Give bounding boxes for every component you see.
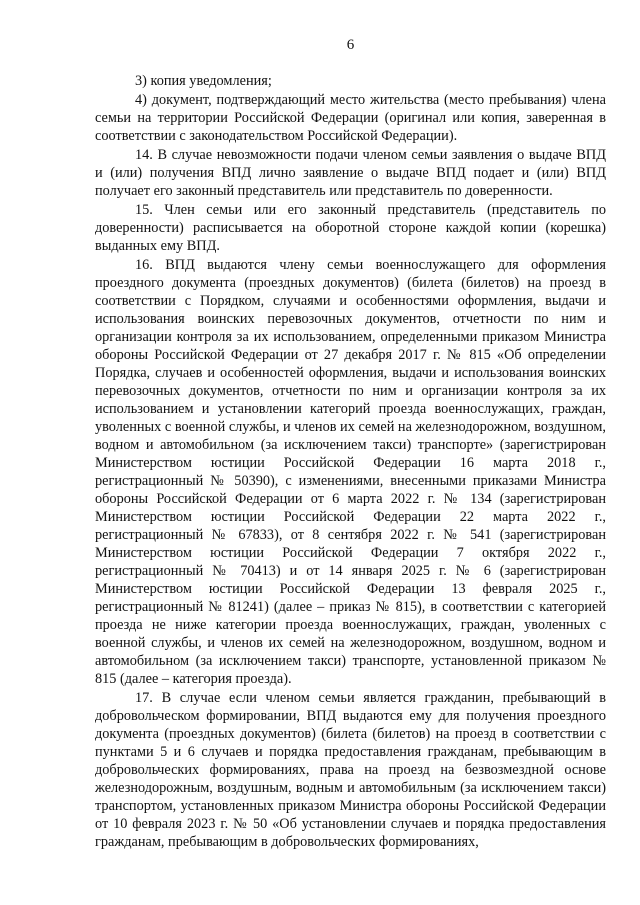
paragraph-17: 17. В случае если членом семьи является гражданин, пребывающий в добровольческом формировании, ВПД выдаются ему для получения проездного документа (проездных документов) (билета (билетов) на проезд в соответствии с пунктами 5 и 6 случаев и порядка предоставления гражданам, пребывающим в добровольческих формированиях, права на проезд на безвозмездной основе железнодорожным, воздушным, водным и автомобильным (за исключением такси) транспортом, установленных приказом Министра обороны Российской Федерации от 10 февраля 2023 г. № 50 «Об установлении случаев и порядка предоставления гражданам, пребывающим в добровольческих формированиях, <box>95 690 606 850</box>
paragraph-15: 15. Член семьи или его законный представитель (представитель по доверенности) расписывается на оборотной стороне каждой копии (корешка) выданных ему ВПД. <box>95 202 606 254</box>
paragraph-14: 14. В случае невозможности подачи членом семьи заявления о выдаче ВПД и (или) получения ВПД лично заявление о выдаче ВПД подает и (или) ВПД получает его законный представитель или представитель по доверенности. <box>95 147 606 199</box>
paragraph-16: 16. ВПД выдаются члену семьи военнослужащего для оформления проездного документа (проездных документов) (билета (билетов) на проезд в соответствии с Порядком, случаями и особенностями оформления, выдачи и использования воинских перевозочных документов, отчетности по ним и организации контроля за их использованием, определенными приказом Министра обороны Российской Федерации от 27 декабря 2017 г. № 815 «Об определении Порядка, случаев и особенностей оформления, выдачи и использования воинских перевозочных документов, отчетности по ним и организации контроля за их использованием и установлении категорий проезда военнослужащих, граждан, уволенных с военной службы, и членов их семей на железнодорожном, воздушном, водном и автомобильном (за исключением такси) транспорте» (зарегистрирован Министерством юстиции Российской Федерации 16 марта 2018 г., регистрационный № 50390), с изменениями, внесенными приказами Министра обороны Российской Федерации от 6 марта 2022 г. № 134 (зарегистрирован Министерством юстиции Российской Федерации 22 марта 2022 г., регистрационный № 67833), от 8 сентября 2022 г. № 541 (зарегистрирован Министерством юстиции Российской Федерации 7 октября 2022 г., регистрационный № 70413) и от 14 января 2025 г. № 6 (зарегистрирован Министерством юстиции Российской Федерации 13 февраля 2025 г., регистрационный № 81241) (далее – приказ № 815), в соответствии с категорией проезда не ниже категории проезда военнослужащих, граждан, уволенных с военной службы, и членов их семей на железнодорожном, воздушном, водном и автомобильном (за исключением такси) транспорте, установленной приказом № 815 (далее – категория проезда). <box>95 257 606 687</box>
paragraph-item-4: 4) документ, подтверждающий место жительства (место пребывания) члена семьи на территории Российской Федерации (оригинал или копия, заверенная в соответствии с законодательством Российской Федерации). <box>95 92 606 144</box>
paragraph-item-3: 3) копия уведомления; <box>135 73 272 89</box>
page-number: 6 <box>346 37 355 53</box>
